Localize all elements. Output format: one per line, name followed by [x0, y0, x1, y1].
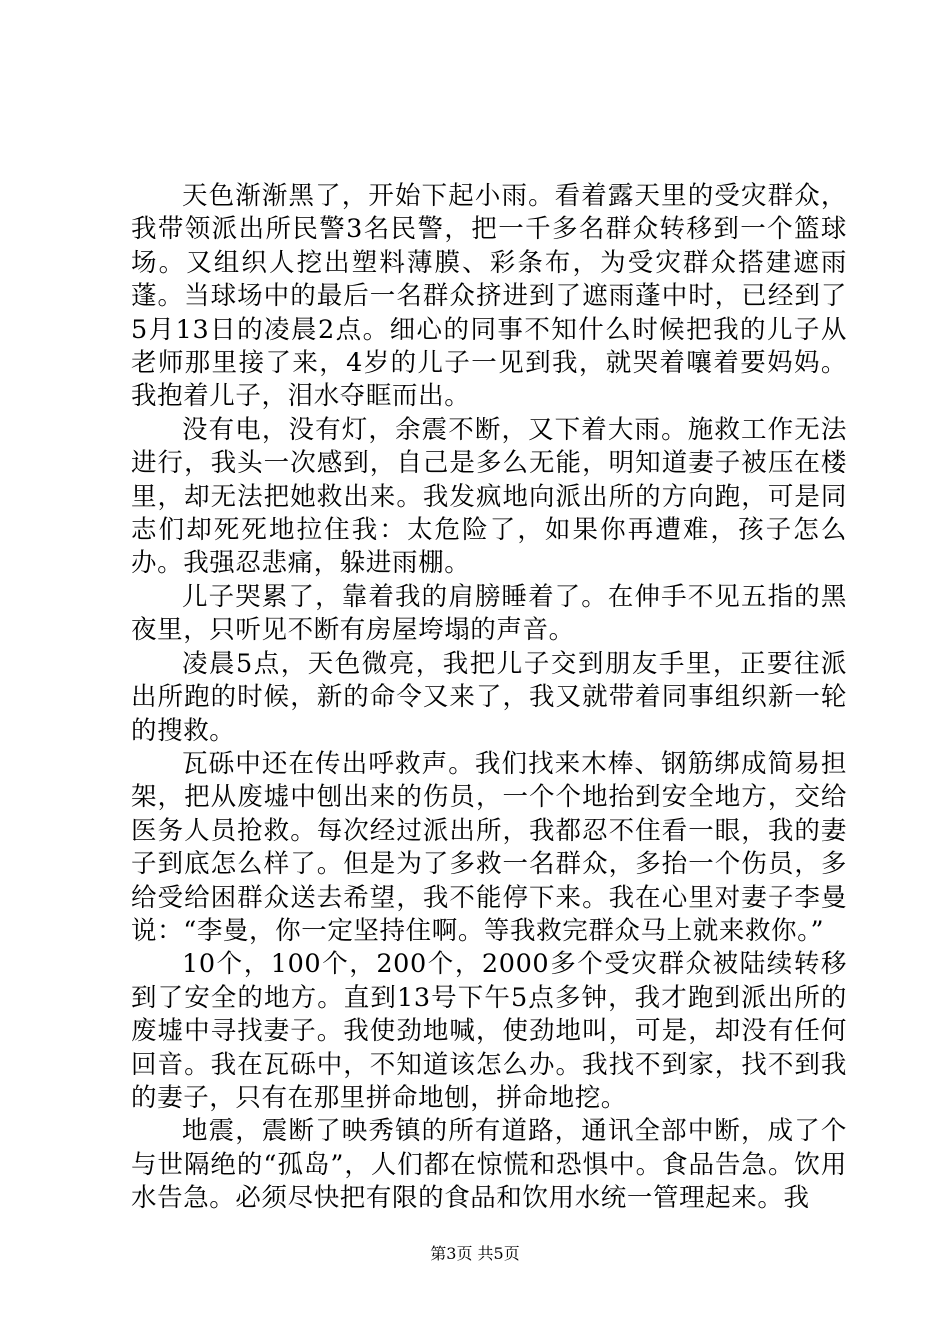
page-number-footer: 第3页 共5页 [430, 1244, 520, 1263]
paragraph: 10个，100个，200个，2000多个受灾群众被陆续转移到了安全的地方。直到13号下午5点多钟，我才跑到派出所的废墟中寻找妻子。我使劲地喊，使劲地叫，可是，却没有任何回音。我在瓦砾中，不知道该怎么办。我找不到家，找不到我的妻子，只有在那里拼命地刨，拼命地挖。 [131, 949, 847, 1113]
paragraph: 地震，震断了映秀镇的所有道路，通讯全部中断，成了个与世隔绝的“孤岛”，人们都在惊慌和恐惧中。食品告急。饮用水告急。必须尽快把有限的食品和饮用水统一管理起来。我 [131, 1116, 847, 1214]
paragraph: 凌晨5点，天色微亮，我把儿子交到朋友手里，正要往派出所跑的时候，新的命令又来了，我又就带着同事组织新一轮的搜救。 [131, 648, 847, 746]
paragraph: 没有电，没有灯，余震不断，又下着大雨。施救工作无法进行，我头一次感到，自己是多么无能，明知道妻子被压在楼里，却无法把她救出来。我发疯地向派出所的方向跑，可是同志们却死死地拉住我：太危险了，如果你再遭难，孩子怎么办。我强忍悲痛，躲进雨棚。 [131, 414, 847, 579]
document-body [131, 180, 847, 1216]
paragraph: 儿子哭累了，靠着我的肩膀睡着了。在伸手不见五指的黑夜里，只听见不断有房屋垮塌的声音。 [131, 581, 847, 646]
paragraph: 天色渐渐黑了，开始下起小雨。看着露天里的受灾群众，我带领派出所民警3名民警，把一千多名群众转移到一个篮球场。又组织人挖出塑料薄膜、彩条布，为受灾群众搭建遮雨蓬。当球场中的最后一名群众挤进到了遮雨蓬中时，已经到了5月13日的凌晨2点。细心的同事不知什么时候把我的儿子从老师那里接了来，4岁的儿子一见到我，就哭着嚷着要妈妈。我抱着儿子，泪水夺眶而出。 [131, 181, 847, 412]
paragraph: 瓦砾中还在传出呼救声。我们找来木棒、钢筋绑成简易担架，把从废墟中刨出来的伤员，一个个地抬到安全地方，交给医务人员抢救。每次经过派出所，我都忍不住看一眼，我的妻子到底怎么样了。但是为了多救一名群众，多抬一个伤员，多给受给困群众送去希望，我不能停下来。我在心里对妻子李曼说：“李曼，你一定坚持住啊。等我救完群众马上就来救你。” [131, 748, 847, 946]
